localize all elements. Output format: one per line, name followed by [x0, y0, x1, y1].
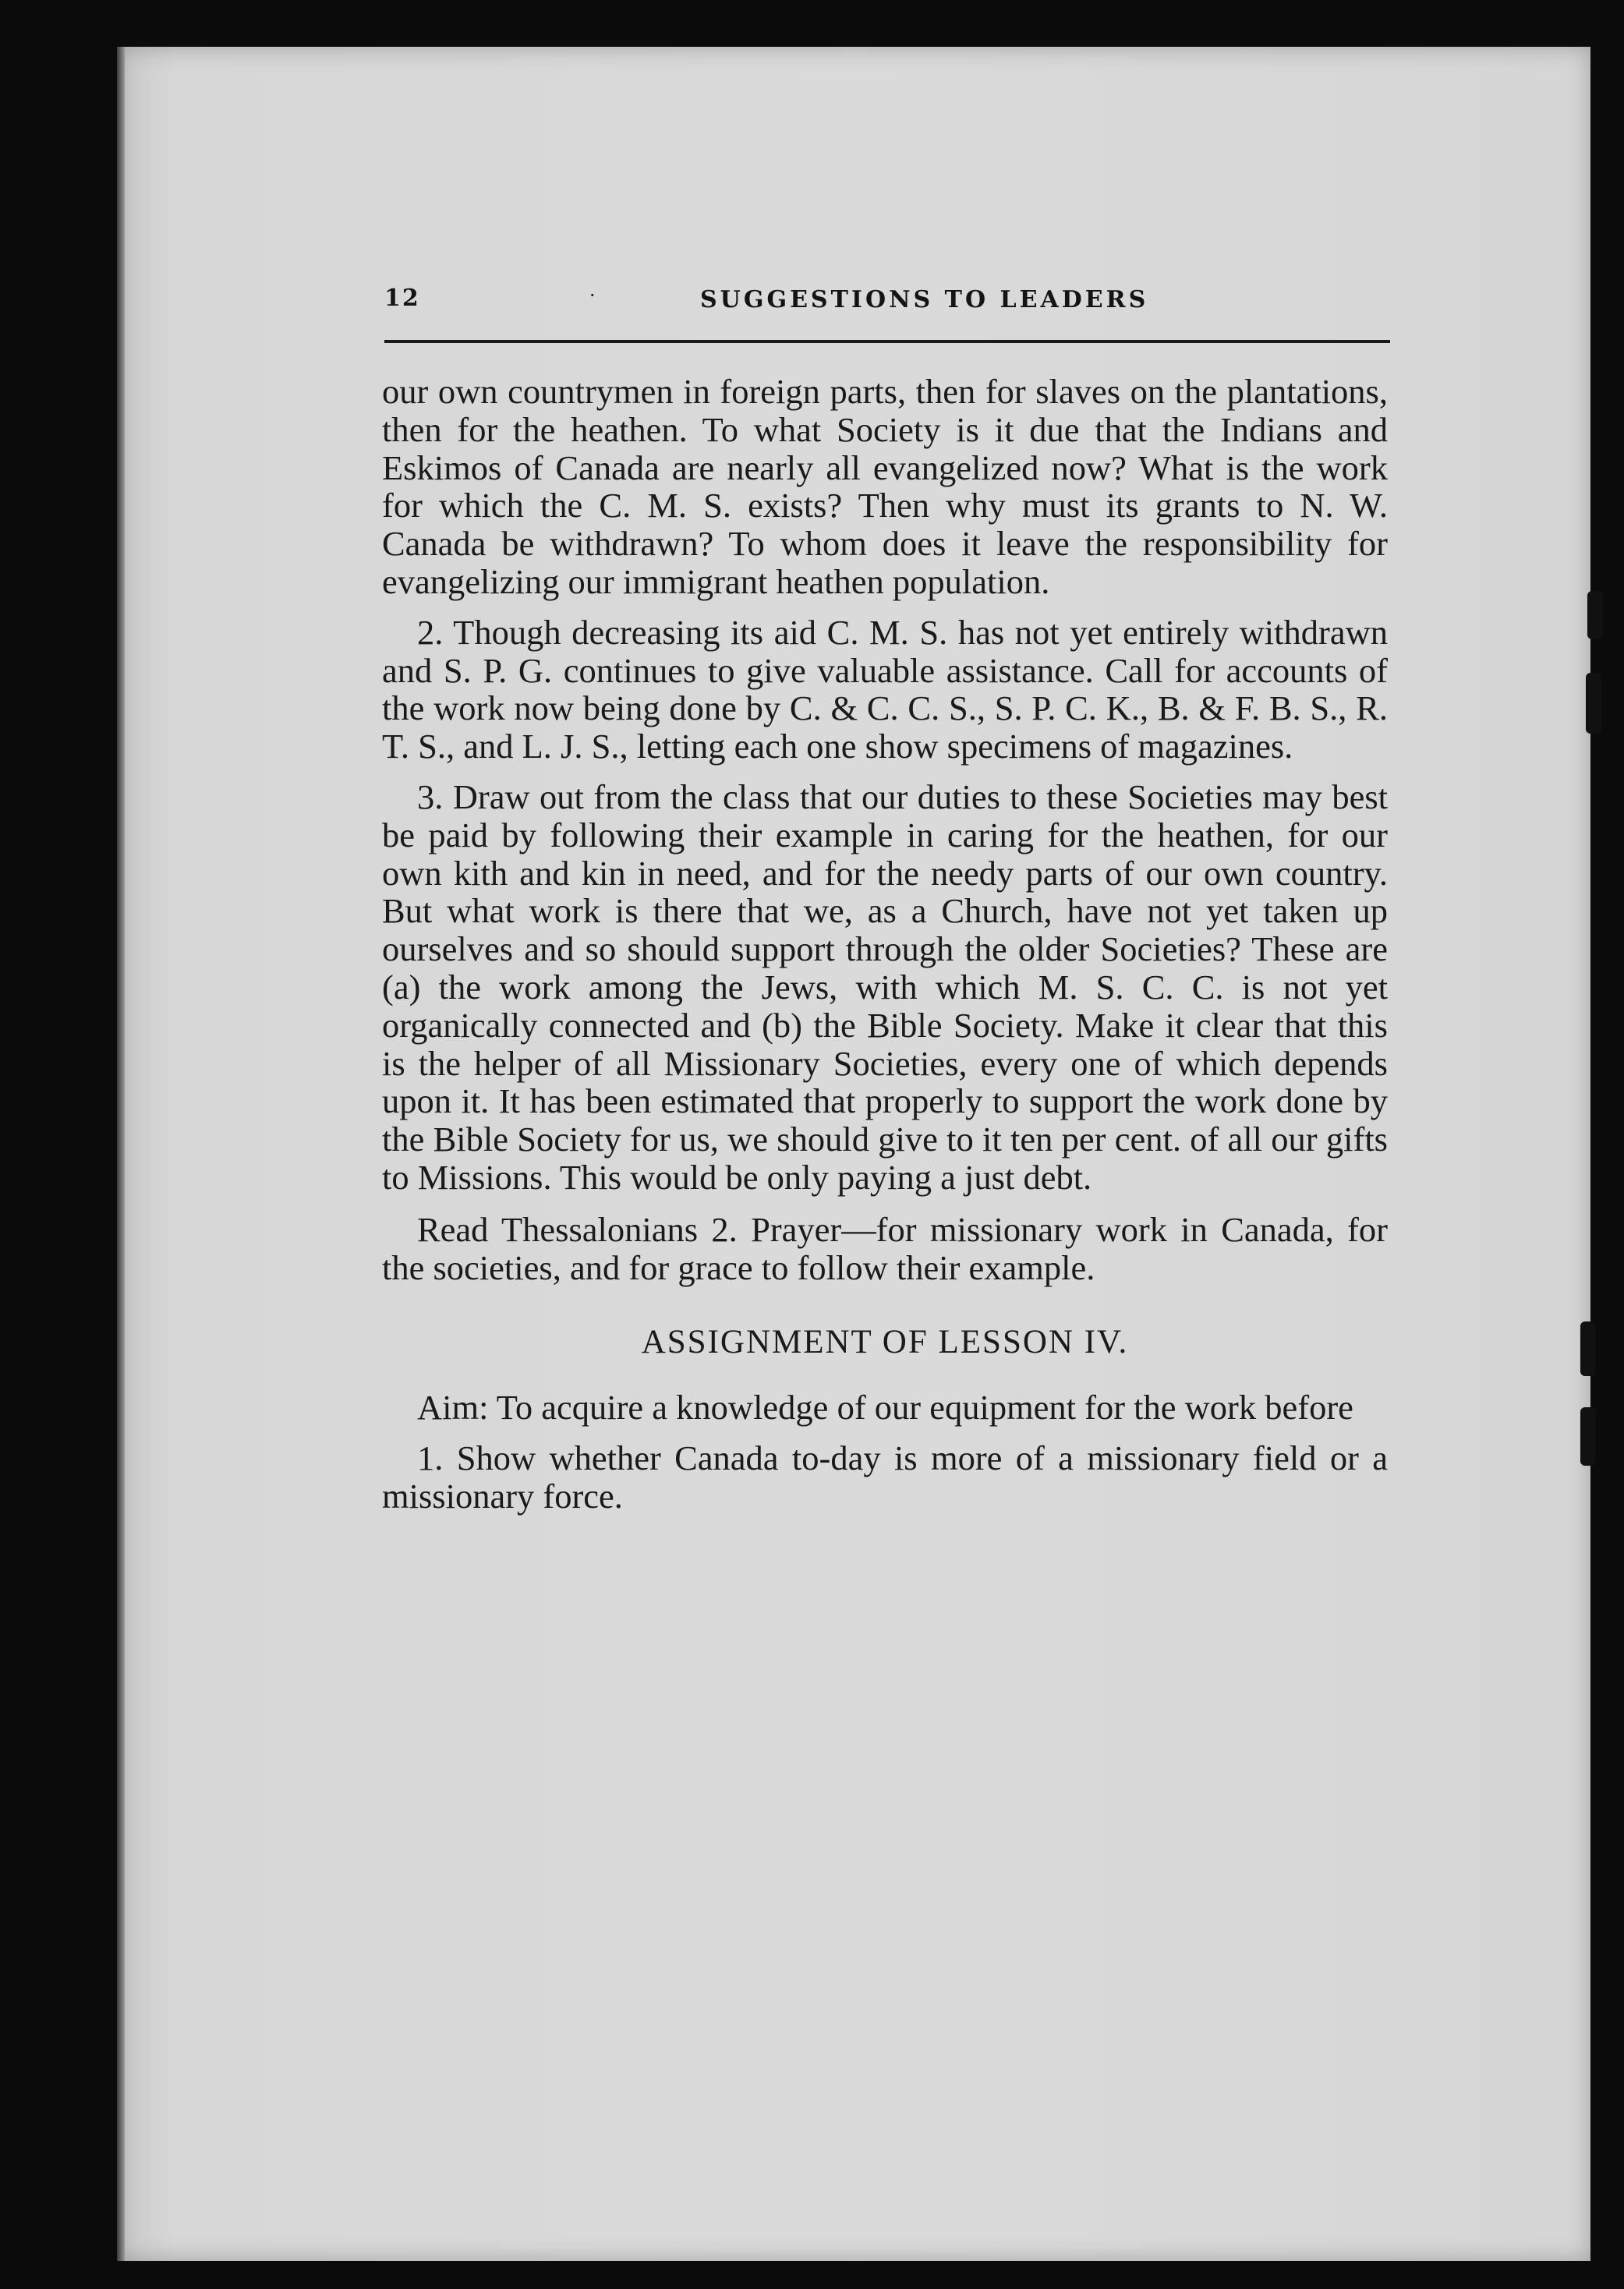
page-edge — [117, 47, 125, 2261]
page-number: 12 — [384, 285, 420, 312]
binding-mark — [1586, 673, 1601, 734]
paragraph-3: 3. Draw out from the class that our duties to these Societies may best be paid by following their example in caring for the heathen, for our own kith and kin in need, and for the needy parts of our own country. But what work is there that we, as a Church, have not yet taken up ourselves and so should support through the older Societies? These are (a) the work among the Jews, with which M. S. C. C. is not yet organically connected and (b) the Bible Society. Make it clear that this is the helper of all Missionary Societies, every one of which depends upon it. It has been estimated that properly to support the work done by the Bible Society for us, we should give to it ten per cent. of all our gifts to Missions. This would be only paying a just debt. — [382, 777, 1388, 1197]
paragraph-2: 2. Though decreasing its aid C. M. S. has not yet entirely withdrawn and S. P. G. continues to give valuable assistance. Call for accounts of the work now being done by C. & C. C. S., S. P. C. K., B. & F. B. S., R. T. S., and L. J. S., letting each one show specimens of magazines. — [382, 612, 1388, 766]
page-body — [382, 373, 1388, 1516]
running-head — [384, 285, 1390, 320]
assignment-item-1: 1. Show whether Canada to-day is more of a missionary field or a missionary force. — [382, 1438, 1388, 1516]
binding-mark — [1587, 591, 1603, 639]
running-title: SUGGESTIONS TO LEADERS — [700, 286, 1149, 313]
aim-paragraph: Aim: To acquire a knowledge of our equipment for the work before — [417, 1388, 1353, 1428]
paragraph-continued: our own countrymen in foreign parts, then for slaves on the plantations, then for the heathen. To what Society is it due that the Indians and Eskimos of Canada are nearly all evangelized now? What is the work for which the C. M. S. exists? Then why must its grants to N. W. Canada be withdrawn? To whom does it leave the responsibility for evangelizing our immigrant heathen population. — [382, 372, 1388, 601]
print-speck: · — [589, 285, 596, 306]
section-heading: ASSIGNMENT OF LESSON IV. — [641, 1324, 1129, 1361]
header-rule — [384, 340, 1390, 343]
binding-mark — [1580, 1407, 1596, 1466]
binding-mark — [1580, 1321, 1596, 1376]
paragraph-read: Read Thessalonians 2. Prayer—for missionary work in Canada, for the societies, and for grace to follow their example. — [382, 1209, 1388, 1287]
